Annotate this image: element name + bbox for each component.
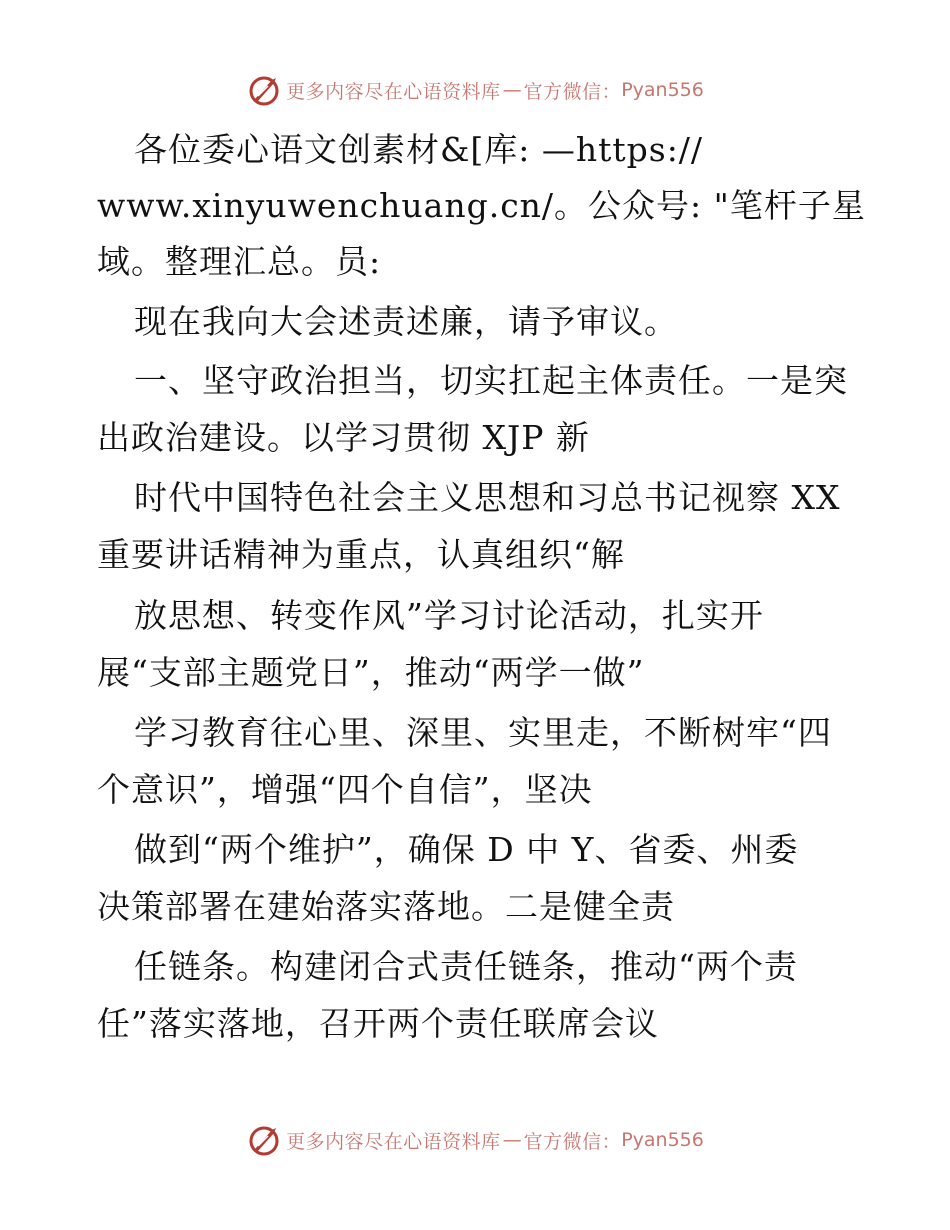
body-line: 时代中国特色社会主义思想和习总书记视察 XX: [134, 478, 841, 517]
body-line: 各位委心语文创素材&[库: —https://: [134, 130, 704, 169]
body-line: 学习教育往心里、深里、实里走，不断树牢“四: [134, 713, 832, 752]
body-line: 个意识”，增强“四个自信”，坚决: [97, 770, 593, 809]
quill-logo-icon: [246, 1122, 282, 1158]
body-line: www.xinyuwenchuang.cn/。公众号: "笔杆子星: [97, 186, 866, 225]
body-line: 决策部署在建始落实落地。二是健全责: [97, 887, 675, 926]
body-line: 现在我向大会述责述廉，请予审议。: [134, 302, 678, 341]
body-line: 域。整理汇总。员:: [97, 242, 382, 281]
body-line: 任”落实落地，召开两个责任联席会议: [97, 1004, 659, 1043]
banner-slogan: 更多内容尽在心语资料库: [286, 80, 501, 103]
body-line: 出政治建设。以学习贯彻 XJP 新: [97, 418, 590, 457]
footer-banner: [0, 1120, 950, 1160]
quill-logo-icon: [246, 72, 282, 108]
banner-account-label: 官方微信：: [523, 80, 622, 103]
banner-separator: —: [502, 1129, 522, 1151]
banner-account-label: 官方微信：: [523, 1130, 622, 1153]
body-line: 放思想、转变作风”学习讨论活动，扎实开: [134, 596, 764, 635]
body-line: 做到“两个维护”，确保 D 中 Y、省委、州委: [134, 830, 799, 869]
banner-slogan: 更多内容尽在心语资料库: [286, 1130, 501, 1153]
body-line: 展“支部主题党日”，推动“两学一做”: [97, 653, 645, 692]
header-banner: [0, 70, 950, 110]
banner-handle: Pyan556: [621, 1129, 704, 1151]
body-line: 一、坚守政治担当，切实扛起主体责任。一是突: [134, 361, 848, 400]
body-line: 任链条。构建闭合式责任链条，推动“两个责: [134, 947, 798, 986]
body-line: 重要讲话精神为重点，认真组织“解: [97, 535, 625, 574]
banner-separator: —: [502, 79, 522, 101]
banner-handle: Pyan556: [621, 79, 704, 101]
